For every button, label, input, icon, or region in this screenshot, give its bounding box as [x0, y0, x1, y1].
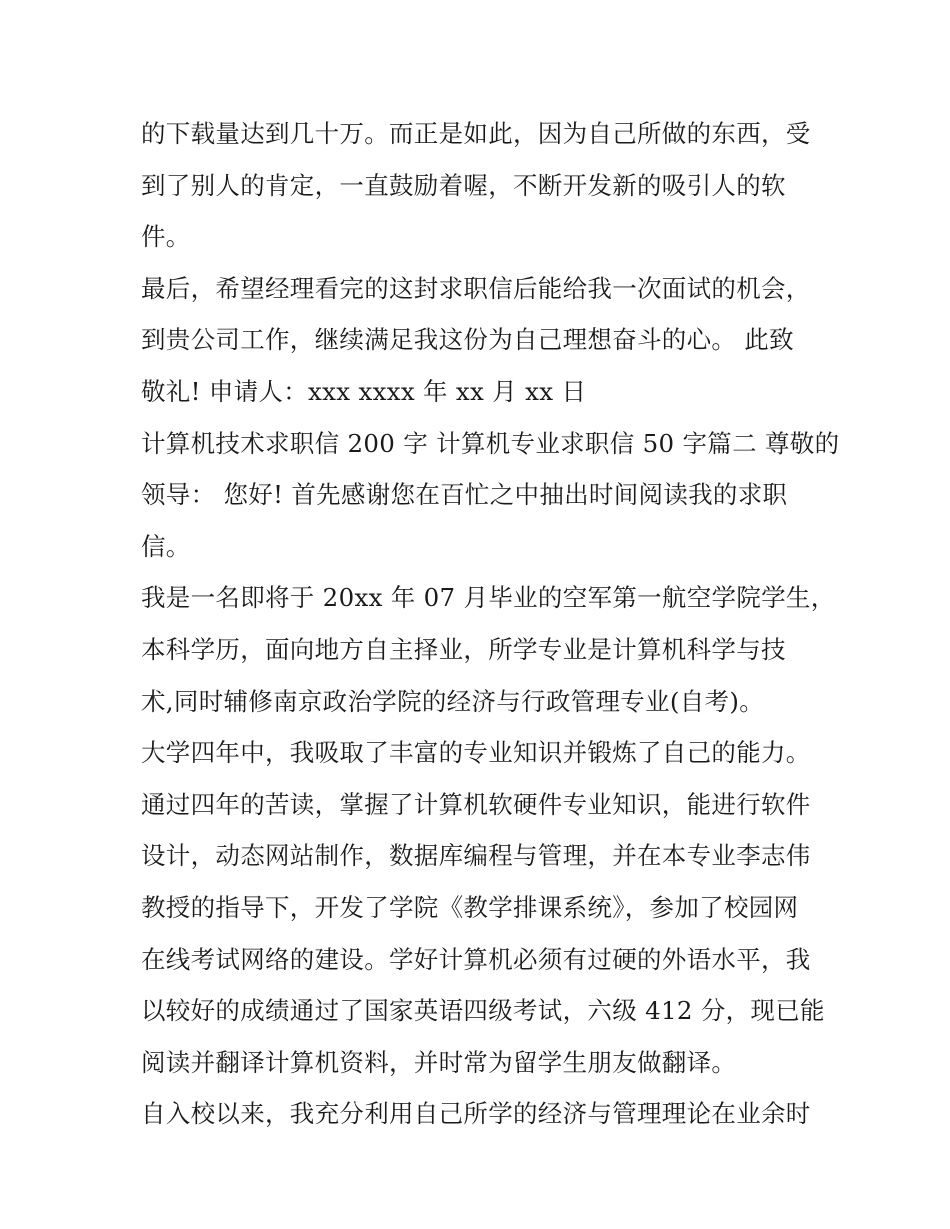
text-line: 通过四年的苦读，掌握了计算机软硬件专业知识，能进行软件 — [141, 789, 811, 819]
text-line: 到贵公司工作，继续满足我这份为自己理想奋斗的心。 此致 — [141, 325, 794, 355]
text-line: 敬礼! 申请人：xxx xxxx 年 xx 月 xx 日 — [141, 376, 587, 406]
text-line: 最后，希望经理看完的这封求职信后能给我一次面试的机会， — [141, 273, 811, 303]
text-line: 术,同时辅修南京政治学院的经济与行政管理专业(自考)。 — [141, 686, 765, 716]
letter-body — [141, 108, 840, 1140]
text-line: 本科学历，面向地方自主择业，所学专业是计算机科学与技 — [141, 634, 786, 664]
text-line: 大学四年中，我吸取了丰富的专业知识并锻炼了自己的能力。 — [141, 738, 811, 768]
text-line: 设计，动态网站制作，数据库编程与管理，并在本专业李志伟 — [141, 841, 811, 871]
text-line: 阅读并翻译计算机资料，并时常为留学生朋友做翻译。 — [141, 1047, 737, 1077]
text-line: 以较好的成绩通过了国家英语四级考试，六级 412 分，现已能 — [141, 996, 825, 1026]
text-line: 我是一名即将于 20xx 年 07 月毕业的空军第一航空学院学生， — [141, 583, 836, 613]
text-line: 领导： 您好! 首先感谢您在百忙之中抽出时间阅读我的求职 — [141, 480, 788, 510]
text-line: 计算机技术求职信 200 字 计算机专业求职信 50 字篇二 尊敬的 — [141, 428, 840, 458]
text-line: 件。 — [141, 222, 191, 252]
text-line: 自入校以来，我充分利用自己所学的经济与管理理论在业余时 — [141, 1099, 811, 1129]
text-line: 信。 — [141, 531, 191, 561]
text-line: 的下载量达到几十万。而正是如此，因为自己所做的东西，受 — [141, 119, 811, 148]
text-line: 在线考试网络的建设。学好计算机必须有过硬的外语水平，我 — [141, 944, 811, 974]
text-line: 到了别人的肯定，一直鼓励着喔，不断开发新的吸引人的软 — [141, 170, 786, 200]
text-line: 教授的指导下，开发了学院《教学排课系统》，参加了校园网 — [141, 892, 799, 922]
